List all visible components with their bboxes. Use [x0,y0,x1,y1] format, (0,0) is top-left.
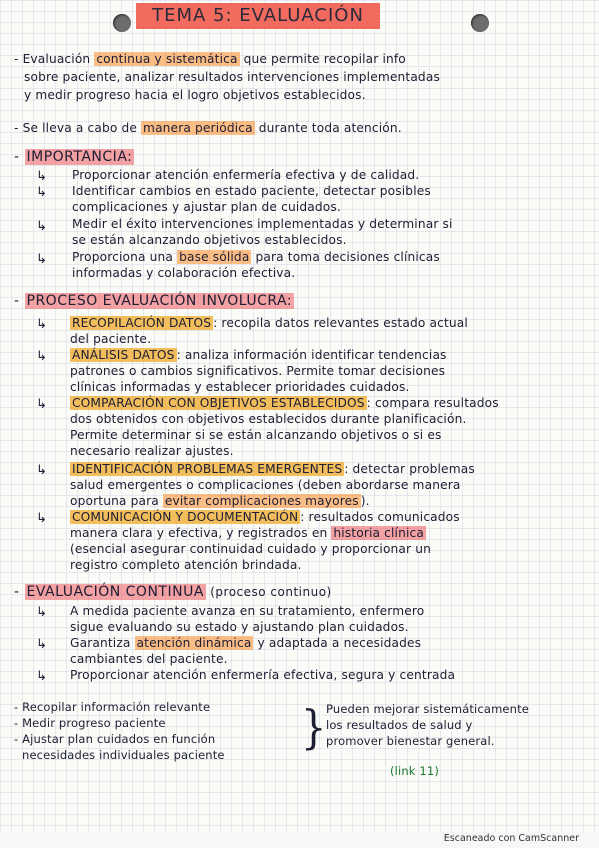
comunicacion-line: COMUNICACIÓN Y DOCUMENTACIÓN : resultados comunicados [72,510,460,524]
bottom-left-item: necesidades individuales paciente [22,748,225,762]
highlight-dinamica: atención dinámica [136,636,252,650]
highlight-historia: historia clínica [333,526,424,540]
identificacion-line: IDENTIFICACIÓN PROBLEMAS EMERGENTES : detectar problemas [72,462,475,476]
arrow-icon: ↳ [36,169,47,184]
bottom-right-item: los resultados de salud y [326,718,473,732]
highlight-continua: continua y sistemática [96,52,238,66]
importancia-item: Proporciona una base sólida para toma decisiones clínicas [72,250,440,264]
bottom-left-item: - Medir progreso paciente [14,716,166,730]
analisis-line: ANÁLISIS DATOS : analiza información identificar tendencias [72,348,447,362]
arrow-icon: ↳ [36,511,47,526]
highlight-base-solida: base sólida [179,250,250,264]
arrow-icon: ↳ [36,397,47,412]
bottom-left-item: - Ajustar plan cuidados en función [14,732,216,746]
importancia-item: informadas y colaboración efectiva. [72,266,296,280]
comparacion-line: dos obtenidos con objetivos establecidos durante planificación. [70,412,467,426]
importancia-item: se están alcanzando objetivos establecidos. [72,233,347,247]
comparacion-line: Permite determinar si se están alcanzando objetivos o si es [70,428,442,442]
arrow-icon: ↳ [36,637,47,652]
scanner-footer: Escaneado con CamScanner [443,833,579,844]
binder-hole-icon [471,14,489,32]
comunicacion-line: (esencial asegurar continuidad cuidado y proporcionar un [70,542,431,556]
arrow-icon: ↳ [36,252,47,267]
importancia-item: complicaciones y ajustar plan de cuidados. [72,200,341,214]
highlight-evitar: evitar complicaciones mayores [164,494,359,508]
recopilacion-line: del paciente. [70,332,152,346]
continua-item: Garantiza atención dinámica y adaptada a necesidades [70,636,422,650]
arrow-icon: ↳ [36,219,47,234]
highlight-periodica: manera periódica [143,121,253,135]
importancia-heading: - IMPORTANCIA: [14,149,133,165]
intro-line-3: y medir progreso hacia el logro objetivos establecidos. [24,88,366,102]
comunicacion-line: manera clara y efectiva, y registrados en historia clínica [70,526,424,540]
bottom-left-item: - Recopilar información relevante [14,700,211,714]
identificacion-line: salud emergentes o complicaciones (deben abordarse manera [70,478,461,492]
arrow-icon: ↳ [36,463,47,478]
analisis-line: clínicas informadas y establecer prioridades cuidados. [70,380,410,394]
bottom-right-item: promover bienestar general. [326,734,495,748]
arrow-icon: ↳ [36,669,47,684]
importancia-item: Proporcionar atención enfermería efectiva y de calidad. [72,168,420,182]
arrow-icon: ↳ [36,605,47,620]
continua-item: A medida paciente avanza en su tratamiento, enfermero [70,604,425,618]
identificacion-line: oportuna para evitar complicaciones mayores ). [70,494,370,508]
link-note: (link 11) [390,764,439,778]
arrow-icon: ↳ [36,185,47,200]
comunicacion-line: registro completo atención brindada. [70,558,302,572]
continua-heading: - EVALUACIÓN CONTINUA (proceso continuo) [14,584,332,600]
arrow-icon: ↳ [36,349,47,364]
periodic-line: - Se lleva a cabo de manera periódica durante toda atención. [14,121,402,135]
bottom-right-item: Pueden mejorar sistemáticamente [326,702,529,716]
continua-item: Proporcionar atención enfermería efectiva, segura y centrada [70,668,456,682]
continua-item: sigue evaluando su estado y ajustando plan cuidados. [70,620,409,634]
importancia-item: Identificar cambios en estado paciente, detectar posibles [72,184,431,198]
analisis-line: patrones o cambios significativos. Permite tomar decisiones [70,364,446,378]
page-title: TEMA 5: EVALUACIÓN [136,3,380,29]
comparacion-line: COMPARACIÓN CON OBJETIVOS ESTABLECIDOS : compara resultados [72,396,499,410]
comparacion-line: necesario realizar ajustes. [70,444,234,458]
arrow-icon: ↳ [36,317,47,332]
intro-line-1: - Evaluación continua y sistemática que permite recopilar info [14,52,406,66]
brace-icon: } [301,701,327,755]
binder-hole-icon [113,14,131,32]
importancia-item: Medir el éxito intervenciones implementadas y determinar si [72,217,453,231]
proceso-heading: - PROCESO EVALUACIÓN INVOLUCRA: [14,293,293,309]
recopilacion-line: RECOPILACIÓN DATOS : recopila datos relevantes estado actual [72,316,468,330]
continua-item: cambiantes del paciente. [70,652,228,666]
intro-line-2: sobre paciente, analizar resultados intervenciones implementadas [24,70,440,84]
